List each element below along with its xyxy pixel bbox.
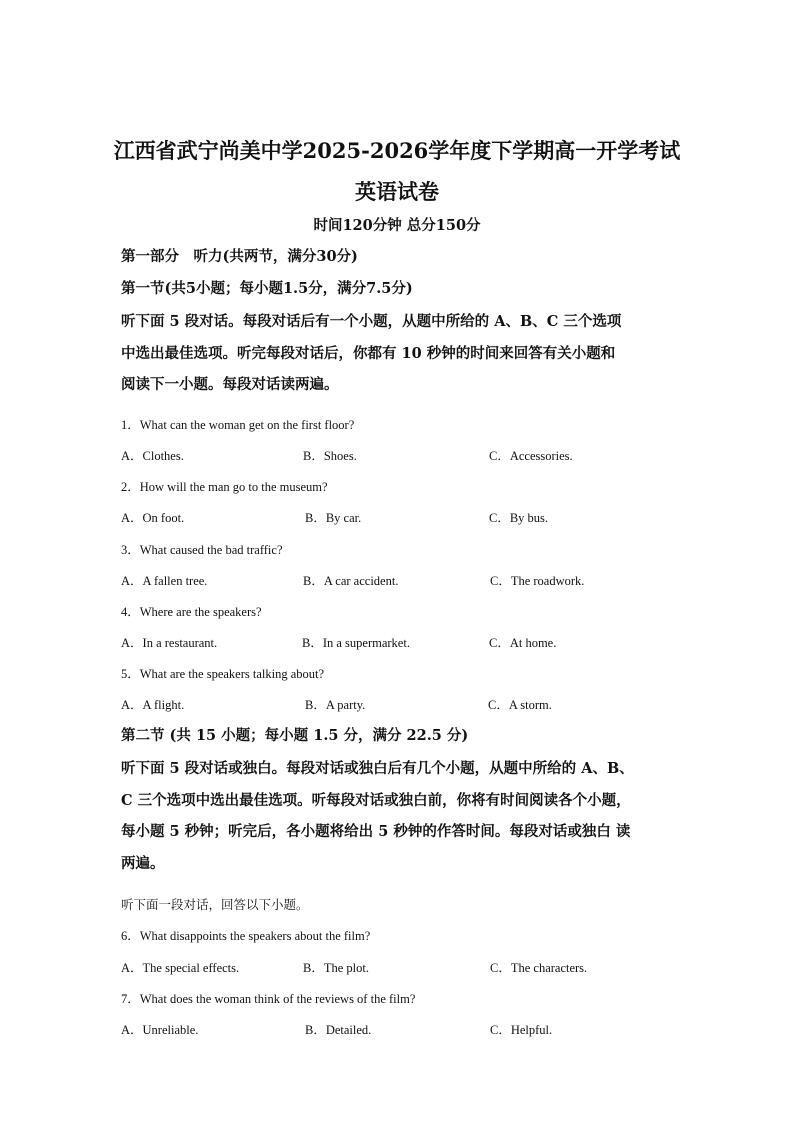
instruction-line: 中选出最佳选项。听完每段对话后，你都有 10 秒钟的时间来回答有关小题和 [121,344,616,362]
question-stem: 1．What can the woman get on the first floor? [121,418,355,432]
part1-heading: 第一部分 听力(共两节，满分30分) [121,248,358,265]
option-a: A．The special effects. [121,961,240,975]
option-a: A．A fallen tree. [121,574,208,588]
option-c: C．The roadwork. [490,574,585,588]
option-a: A．A flight. [121,698,185,712]
instruction-line: 阅读下一小题。每段对话读两遍。 [121,376,339,393]
option-a: A．Unreliable. [121,1023,199,1037]
option-c: C．A storm. [488,698,552,712]
instruction-line: 两遍。 [121,854,165,872]
section2-instruction [121,753,691,879]
option-c: C．The characters. [490,961,588,975]
question-stem: 4．Where are the speakers? [121,605,262,619]
option-a: A．On foot. [121,511,185,525]
exam-subtitle: 英语试卷 [355,179,439,204]
option-b: B．In a supermarket. [302,636,410,650]
instruction-line: C 三个选项中选出最佳选项。听每段对话或独白前，你将有时间阅读各个小题， [121,791,631,809]
question-stem: 2．How will the man go to the museum? [121,480,328,494]
option-c: C．At home. [489,636,557,650]
option-c: C．Accessories. [489,449,573,463]
option-b: B．Shoes. [303,449,357,463]
option-b: B．A party. [305,698,366,712]
question-stem: 5．What are the speakers talking about? [121,667,325,681]
option-c: C．Helpful. [490,1023,553,1037]
section1-instruction [121,306,681,401]
dialogue-note: 听下面一段对话，回答以下小题。 [121,897,309,912]
option-a: A．Clothes. [121,449,184,463]
option-b: B．By car. [305,511,362,525]
instruction-line: 每小题 5 秒钟；听完后，各小题将给出 5 秒钟的作答时间。每段对话或独白 读 [121,823,631,840]
option-b: B．Detailed. [305,1023,372,1037]
question-stem: 7．What does the woman think of the reviews of the film? [121,992,416,1006]
option-b: B．A car accident. [303,574,399,588]
option-a: A．In a restaurant. [121,636,218,650]
instruction-line: 听下面 5 段对话或独白。每段对话或独白后有几个小题，从题中所给的 A、B、 [121,760,634,777]
instruction-line: 听下面 5 段对话。每段对话后有一个小题，从题中所给的 A、B、C 三个选项 [121,313,622,330]
exam-meta: 时间120分钟 总分150分 [313,217,481,234]
question-stem: 6．What disappoints the speakers about the film? [121,929,371,943]
section2-heading: 第二节 (共 15 小题；每小题 1.5 分，满分 22.5 分) [121,727,469,744]
option-b: B．The plot. [303,961,369,975]
option-c: C．By bus. [489,511,549,525]
question-stem: 3．What caused the bad traffic? [121,543,283,557]
exam-title: 江西省武宁尚美中学2025-2026学年度下学期高一开学考试 [113,138,681,163]
section1-heading: 第一节(共5小题；每小题1.5分，满分7.5分) [121,280,413,297]
